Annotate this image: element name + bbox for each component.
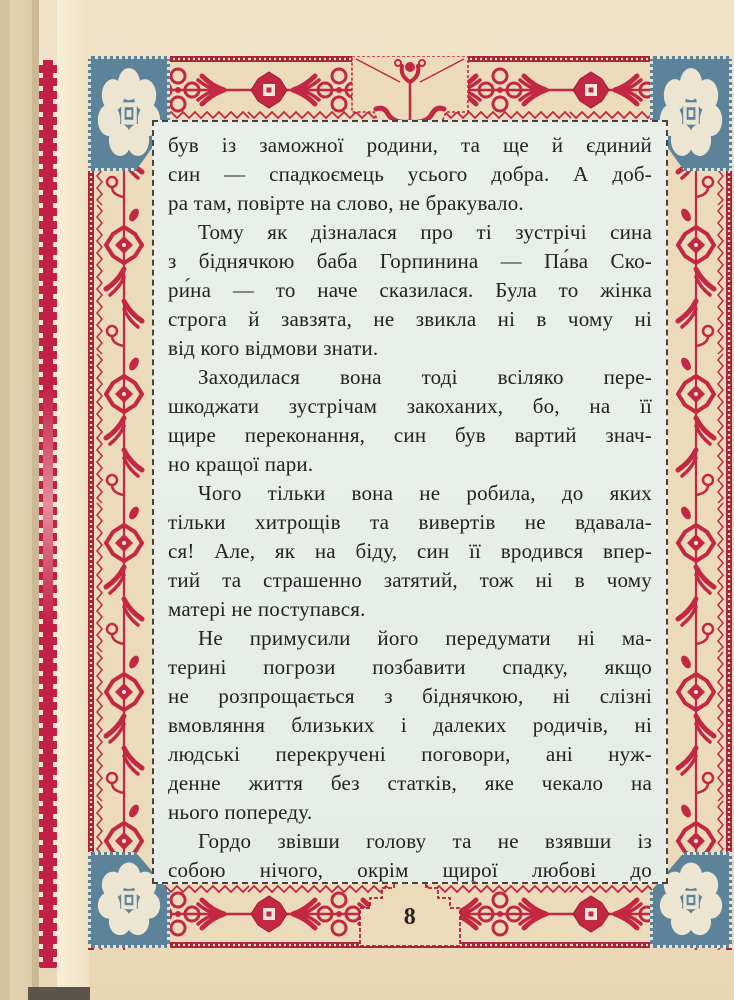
book-edge-pages: [10, 0, 32, 1000]
left-border-band: [88, 56, 152, 948]
text-block: [152, 120, 668, 884]
text-line: був із заможної родини, та ще й єдиний: [168, 133, 652, 157]
text-line: терині погрози позбавити спадку, якщо: [168, 655, 652, 679]
text-line: тільки хитрощів та вивертів не вдавала-: [168, 510, 652, 534]
book-edge-shadow: [32, 0, 39, 1000]
book-edge-outer: [0, 0, 10, 1000]
text-line: син — спадкоємець усього добра. А доб-: [168, 162, 652, 186]
foreedge-stitch-right: [53, 60, 57, 968]
text-line: людські перекручені поговори, ані нуж-: [168, 742, 652, 766]
text-line: від кого відмови знати.: [168, 336, 379, 360]
book-cover-shadow: [28, 987, 90, 1000]
text-line: тий та страшенно затятий, тож ні в чому: [168, 568, 652, 592]
embroidered-frame: [88, 56, 732, 948]
text-line: Гордо звівши голову та не взявши із: [198, 829, 652, 853]
text-line: матері не поступався.: [168, 597, 366, 621]
text-line: Не примусили його передумати ні ма-: [198, 626, 652, 650]
text-line: денне життя без статків, яке чекало на: [168, 771, 652, 795]
page-number: 8: [403, 904, 417, 930]
text-line: вмовляння близьких і далеких родичів, ні: [168, 713, 652, 737]
foreedge-sheen: [43, 387, 53, 623]
text-line: Чого тільки вона не робила, до яких: [198, 481, 652, 505]
text-line: нього попереду.: [168, 800, 313, 824]
text-line: ри́на — то наче сказилася. Була то жінка: [168, 278, 652, 302]
text-line: Тому як дізналася про ті зустрічі сина: [198, 220, 652, 244]
right-border-band: [668, 56, 732, 948]
text-line: Заходилася вона тоді всіляко пере-: [198, 365, 652, 389]
text-line: но кращої пари.: [168, 452, 314, 476]
text-line: собою нічого, окрім щирої любові до: [168, 858, 652, 882]
right-band-embroidery-icon: [668, 56, 732, 950]
left-band-embroidery-icon: [88, 56, 152, 950]
text-line: строга й завзята, не звикла ні в чому ні: [168, 307, 652, 331]
page-fold-highlight: [57, 0, 89, 1000]
text-line: не розпрощається з біднячкою, ні слізні: [168, 684, 652, 708]
text-line: шкоджати зустрічам закоханих, бо, на її: [168, 394, 652, 418]
text-line: щире переконання, син був вартий знач-: [168, 423, 652, 447]
foreedge-ribbon: [39, 60, 57, 968]
page-number-pedestal: [356, 878, 464, 948]
text-line: ра там, повірте на слово, не бракувало.: [168, 191, 524, 215]
text-line: ся! Але, як на біду, син її вродився впер-: [168, 539, 652, 563]
text-line: з біднячкою баба Горпинина — Па́ва Ско-: [168, 249, 652, 273]
